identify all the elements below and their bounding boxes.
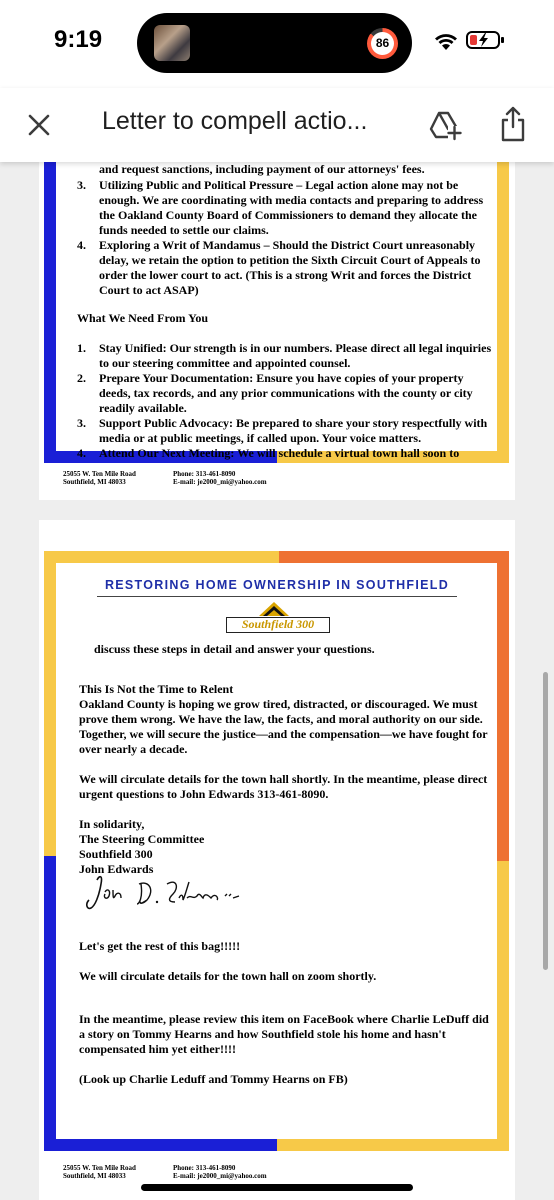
pdf-page-1[interactable] bbox=[39, 145, 515, 500]
frame-right-yellow bbox=[497, 861, 509, 1151]
clock: 9:19 bbox=[54, 26, 103, 53]
letter-body-page-2 bbox=[79, 642, 489, 877]
frame-left-blue bbox=[44, 145, 56, 463]
partial-line: and request sanctions, including payment of our attorneys' fees. bbox=[99, 162, 425, 176]
wifi-icon bbox=[432, 30, 460, 52]
list-item: 1. Stay Unified: Our strength is in our numbers. Please direct all legal inquiries to our steering committee and appointed counsel. bbox=[77, 341, 492, 370]
continuation-line: discuss these steps in detail and answer your questions. bbox=[94, 642, 375, 656]
add-to-drive-icon[interactable] bbox=[428, 108, 462, 142]
dynamic-island[interactable] bbox=[137, 13, 412, 73]
southfield-300-logo bbox=[257, 600, 291, 618]
letter-body-page-2-bottom bbox=[79, 939, 489, 1087]
app-toolbar bbox=[0, 88, 554, 162]
home-indicator[interactable] bbox=[141, 1184, 413, 1191]
paragraph: Oakland County is hoping we grow tired, distracted, or discouraged. We must prove them wrong. We have the law, the facts, and moral authority on our side. Together, we will secure the justice—and the compensation—we have fought for over nearly a decade. bbox=[79, 697, 488, 756]
list-item: 3. Utilizing Public and Political Pressure – Legal action alone may not be enough. We are coordinating with media contacts and preparing to address the Oakland County Board of Commissioners to demand they allocate the funds needed to settle our claims. bbox=[77, 178, 484, 237]
frame-top-yellow bbox=[44, 551, 279, 563]
frame-left-yellow bbox=[44, 551, 56, 856]
status-bar bbox=[0, 0, 554, 88]
share-icon[interactable] bbox=[498, 105, 528, 143]
footer-address: 25055 W. Ten Mile Road Southfield, MI 48033 bbox=[63, 1164, 136, 1180]
frame-bottom-blue bbox=[44, 1139, 277, 1151]
letter-body bbox=[77, 162, 497, 461]
frame-right-orange bbox=[497, 551, 509, 861]
frame-top-orange bbox=[279, 551, 509, 563]
close-icon[interactable] bbox=[24, 110, 54, 140]
scrollbar-thumb[interactable] bbox=[543, 672, 548, 970]
paragraph: In the meantime, please review this item on FaceBook where Charlie LeDuff did a story on Tommy Hearns and how Southfield stole his home and hasn't compensated him yet either!!!! bbox=[79, 1012, 489, 1056]
pdf-page-2[interactable] bbox=[39, 520, 515, 1200]
paragraph: Let's get the rest of this bag!!!!! bbox=[79, 939, 241, 953]
section-heading: This Is Not the Time to Relent bbox=[79, 682, 234, 696]
frame-bottom-yellow bbox=[277, 1139, 509, 1151]
list-item: 4. Exploring a Writ of Mandamus – Should the District Court unreasonably delay, we retain the option to petition the Sixth Circuit Court of Appeals to order the lower court to act. (This is a strong Writ and forces the District Court to act ASAP) bbox=[77, 238, 481, 297]
section-heading: What We Need From You bbox=[77, 311, 209, 325]
battery-charging-icon bbox=[466, 29, 506, 51]
logo-text: Southfield 300 bbox=[226, 617, 330, 633]
header-banner: RESTORING HOME OWNERSHIP IN SOUTHFIELD bbox=[104, 578, 450, 592]
footer-address: 25055 W. Ten Mile Road Southfield, MI 48033 bbox=[63, 470, 136, 486]
now-playing-thumbnail[interactable] bbox=[154, 25, 190, 61]
list-item: 4. Attend Our Next Meeting: We will schedule a virtual town hall soon to bbox=[77, 446, 460, 460]
banner-rule bbox=[97, 596, 457, 597]
frame-left-blue bbox=[44, 856, 56, 1151]
list-item: 2. Prepare Your Documentation: Ensure you have copies of your property deeds, tax records, and any prior communications with the county or city readily available. bbox=[77, 371, 473, 415]
signoff-block: In solidarity, The Steering Committee Southfield 300 John Edwards bbox=[79, 817, 205, 876]
frame-right-yellow bbox=[497, 145, 509, 463]
ring-value: 86 bbox=[371, 32, 394, 55]
footer-contact: Phone: 313-461-8090 E-mail: je2000_mi@yahoo.com bbox=[173, 470, 267, 486]
document-title: Letter to compell actio... bbox=[102, 107, 368, 135]
paragraph: We will circulate details for the town hall on zoom shortly. bbox=[79, 969, 377, 983]
paragraph: (Look up Charlie Leduff and Tommy Hearns on FB) bbox=[79, 1072, 348, 1086]
activity-ring-icon bbox=[367, 28, 398, 59]
handwritten-signature bbox=[83, 868, 243, 914]
list-item: 3. Support Public Advocacy: Be prepared to share your story respectfully with media or at public meetings, if called upon. Your voice matters. bbox=[77, 416, 488, 445]
paragraph: We will circulate details for the town hall shortly. In the meantime, please direct urgent questions to John Edwards 313-461-8090. bbox=[79, 772, 488, 801]
footer-contact: Phone: 313-461-8090 E-mail: je2000_mi@yahoo.com bbox=[173, 1164, 267, 1180]
